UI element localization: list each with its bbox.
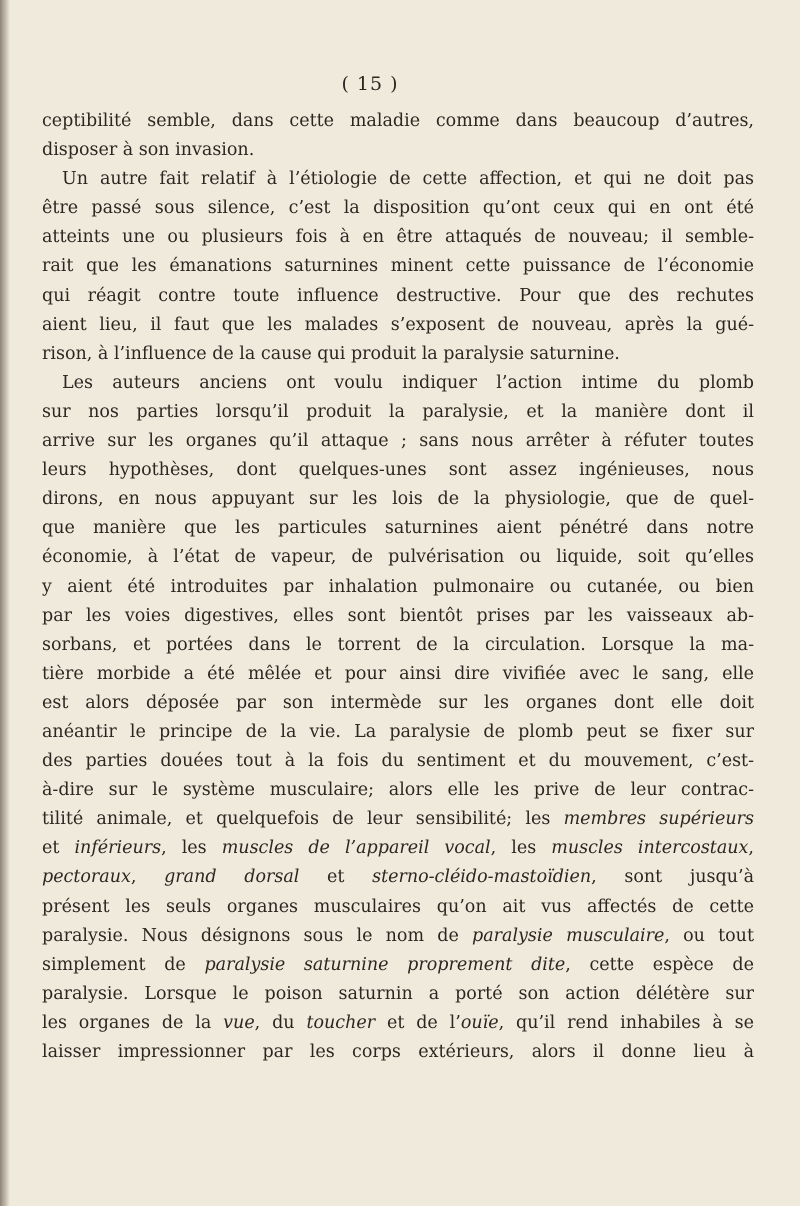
text-line: leurs hypothèses, dont quelques-unes sont assez ingénieuses, nous xyxy=(42,460,754,481)
text-run: , du xyxy=(254,1012,307,1033)
text-run: et de l’ xyxy=(375,1012,461,1033)
text-line: anéantir le principe de la vie. La paralysie de plomb peut se fixer sur xyxy=(42,721,754,742)
italic-term: inférieurs xyxy=(74,838,162,859)
text-run: et xyxy=(299,867,373,888)
text-run: , sont jusqu’à xyxy=(591,867,755,888)
text-line: à-dire sur le système musculaire; alors elle les prive de leur contrac- xyxy=(42,780,754,801)
paragraph xyxy=(42,165,754,369)
italic-term: paralysie saturnine proprement dite xyxy=(204,954,566,975)
text-run: simplement de xyxy=(42,954,205,975)
italic-term: paralysie musculaire xyxy=(472,925,665,946)
text-line xyxy=(42,805,754,834)
text-run: et xyxy=(42,838,75,859)
text-line xyxy=(42,980,754,1009)
text-run: paralysie. Lorsque le poison saturnin a porté son action délétère sur xyxy=(42,983,754,1004)
text-run: paralysie. Nous désignons sous le nom de xyxy=(42,925,473,946)
italic-term: toucher xyxy=(306,1012,376,1033)
text-line: sorbans, et portées dans le torrent de la circulation. Lorsque la ma- xyxy=(42,634,754,655)
page-gutter-shadow xyxy=(0,0,10,1206)
paragraph xyxy=(42,369,754,1067)
text-line: économie, à l’état de vapeur, de pulvérisation ou liquide, soit qu’elles xyxy=(42,547,754,568)
text-line: y aient été introduites par inhalation pulmonaire ou cutanée, ou bien xyxy=(42,576,754,597)
text-line xyxy=(42,922,754,951)
text-line: aient lieu, il faut que les malades s’exposent de nouveau, après la gué- xyxy=(42,314,754,335)
text-run: , ou tout xyxy=(664,925,754,946)
text-line: arrive sur les organes qu’il attaque ; sans nous arrêter à réfuter toutes xyxy=(42,431,754,452)
text-line: atteints une ou plusieurs fois à en être attaqués de nouveau; il semble- xyxy=(42,227,754,248)
text-run: les organes de la xyxy=(42,1012,224,1033)
text-line: disposer à son invasion. xyxy=(42,140,255,161)
text-line: être passé sous silence, c’est la disposition qu’ont ceux qui en ont été xyxy=(42,198,754,219)
italic-term: vue xyxy=(223,1012,255,1033)
text-line: Les auteurs anciens ont voulu indiquer l’action intime du plomb xyxy=(62,372,754,393)
italic-term: ouïe xyxy=(460,1012,499,1033)
text-line xyxy=(42,893,754,922)
text-run: laisser impressionner par les corps extérieurs, alors il donne lieu à xyxy=(42,1042,754,1062)
text-line: rait que les émanations saturnines minent cette puissance de l’économie xyxy=(42,256,754,277)
italic-term: muscles intercostaux xyxy=(551,838,749,859)
text-run: , xyxy=(130,867,165,888)
text-line: par les voies digestives, elles sont bientôt prises par les vaisseaux ab- xyxy=(42,605,754,626)
text-line xyxy=(42,1038,754,1067)
text-line: que manière que les particules saturnines aient pénétré dans notre xyxy=(42,518,754,539)
text-line: tière morbide a été mêlée et pour ainsi dire vivifiée avec le sang, elle xyxy=(42,663,754,684)
text-run: tilité animale, et quelquefois de leur sensibilité; les xyxy=(42,809,564,830)
text-line: rison, à l’influence de la cause qui produit la paralysie saturnine. xyxy=(42,343,620,364)
text-line: Un autre fait relatif à l’étiologie de cette affection, et qui ne doit pas xyxy=(62,169,754,190)
text-line: dirons, en nous appuyant sur les lois de la physiologie, que de quel- xyxy=(42,489,754,510)
text-line: qui réagit contre toute influence destructive. Pour que des rechutes xyxy=(42,285,754,306)
text-line xyxy=(42,863,754,892)
page-number: ( 15 ) xyxy=(341,73,399,95)
italic-term: grand dorsal xyxy=(164,867,300,888)
italic-term: membres supérieurs xyxy=(563,809,754,830)
italic-term: pectoraux xyxy=(42,867,131,888)
text-run: , les xyxy=(490,838,552,859)
italic-term: muscles de l’appareil vocal xyxy=(221,838,491,859)
text-line: sur nos parties lorsqu’il produit la paralysie, et la manière dont il xyxy=(42,401,754,422)
text-run: , les xyxy=(161,838,222,859)
text-run: , cette espèce de xyxy=(565,954,754,975)
italic-term: sterno-cléido-mastoïdien xyxy=(372,867,592,888)
text-run: présent les seuls organes musculaires qu’on ait vus affectés de cette xyxy=(42,896,754,917)
text-run: , qu’il rend inhabiles à se xyxy=(498,1012,754,1033)
text-line: ceptibilité semble, dans cette maladie comme dans beaucoup d’autres, xyxy=(42,111,754,131)
text-line: des parties douées tout à la fois du sentiment et du mouvement, c’est- xyxy=(42,751,754,772)
text-line xyxy=(42,834,754,863)
text-line: est alors déposée par son intermède sur les organes dont elle doit xyxy=(42,692,754,713)
paragraph xyxy=(42,107,754,165)
text-line xyxy=(42,1009,754,1038)
body-text xyxy=(42,107,754,1067)
text-run: , xyxy=(748,838,754,859)
text-line xyxy=(42,951,754,980)
